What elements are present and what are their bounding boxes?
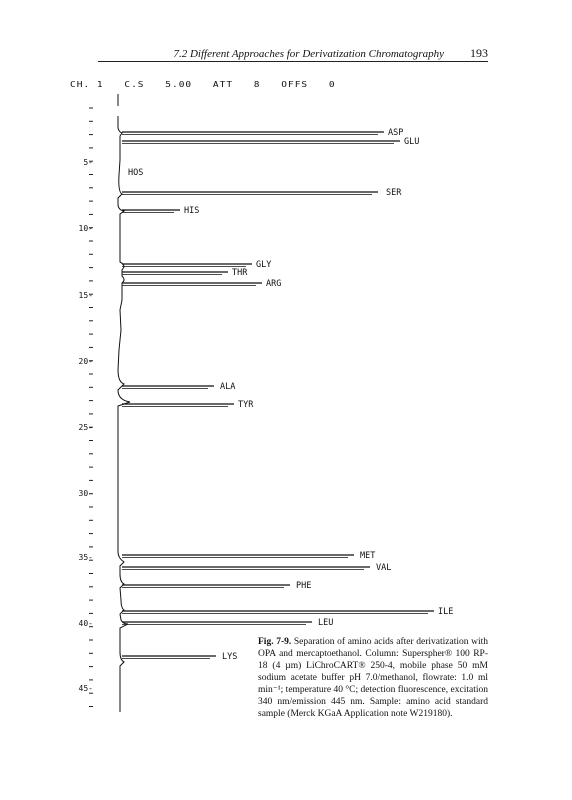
speed-value: 5.00 [165,80,193,90]
axis-label: 25- [78,423,93,432]
offs-value: 0 [328,80,336,90]
peak-lines [122,132,434,659]
caption-text: Separation of amino acids after derivatization with OPA and mercaptoethanol. Column: Superspher® 100 RP-18 (4 µm) LiChroCART® 250-4, mobile phase 50 mM sodium acetate buffer pH 7.0/methanol, flowrate: 1.0 ml min⁻¹; temperature 40 °C; detection fluorescence, excitation 340 nm/emission 445 nm. Sample: amino acid standard sample (Merck KGaA Application note W219180). [258,637,489,719]
running-title: 7.2 Different Approaches for Derivatization Chromatography [173,48,444,60]
peak-label: THR [232,268,248,278]
peak-label: LEU [318,618,334,628]
peak-label: GLU [404,137,420,147]
axis-label: 30- [78,489,93,498]
peak-labels [128,128,453,662]
axis-ticks [89,108,93,707]
axis-label: 5- [83,158,93,167]
peak-label: ARG [266,279,282,289]
cs-label: C.S [124,80,145,90]
peak-label: VAL [376,563,392,573]
peak-label: ILE [438,607,454,617]
peak-label: ALA [220,382,236,392]
figure-caption [258,636,488,720]
peak-label: MET [360,551,376,561]
peak-label: TYR [238,400,254,410]
axis-label: 20- [78,357,93,366]
peak-label: SER [386,188,402,198]
channel-label: CH. 1 [70,80,104,90]
att-value: 8 [253,80,261,90]
axis-label: 15- [78,291,93,300]
peak-label: HOS [128,168,144,178]
caption-label: Fig. 7-9. [258,637,292,647]
page-number: 193 [470,46,488,60]
baseline-trace [118,94,130,712]
att-label: ATT [212,80,234,90]
axis-label: 45- [78,684,93,693]
peak-label: PHE [296,581,312,591]
axis-label: 10- [78,224,93,233]
axis-label: 40- [78,619,93,628]
axis-label: 35- [78,553,93,562]
peak-label: GLY [256,260,272,270]
offs-label: OFFS [281,80,309,90]
axis-labels [79,158,93,693]
peak-label: LYS [222,652,238,662]
peak-label: ASP [388,128,404,138]
peak-label: HIS [184,206,200,216]
